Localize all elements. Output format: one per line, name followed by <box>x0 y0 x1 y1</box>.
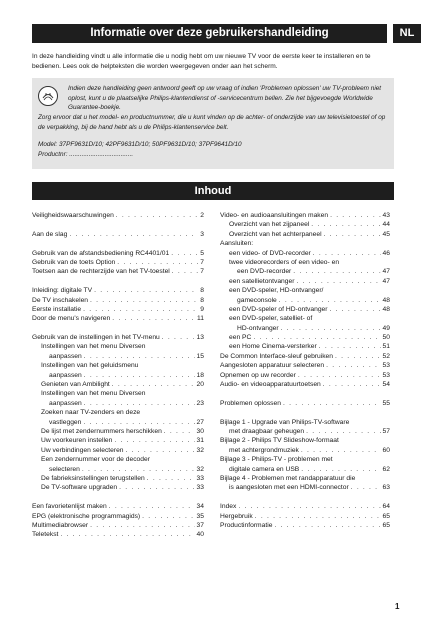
toc-entry <box>32 521 204 530</box>
toc-entry-title: De Common Interface-sleuf gebruiken <box>220 352 333 360</box>
toc-spacer <box>220 389 390 398</box>
toc-dot-leader <box>323 380 381 389</box>
toc-dot-leader <box>281 324 381 333</box>
toc-entry <box>220 483 390 492</box>
toc-dot-leader <box>142 512 194 521</box>
toc-dot-leader <box>112 314 195 323</box>
toc-entry <box>32 465 204 474</box>
toc-entry-title: De TV inschakelen <box>32 296 89 304</box>
toc-entry <box>32 474 204 483</box>
toc-entry-title: met draagbaar geheugen <box>229 427 305 435</box>
toc-left-column <box>32 211 204 540</box>
toc-entry <box>220 314 390 323</box>
toc-dot-leader <box>274 521 380 530</box>
toc-entry <box>220 436 390 445</box>
toc-entry <box>220 380 390 389</box>
toc-entry-title: een video- of DVD-recorder <box>229 249 311 257</box>
toc-dot-leader <box>84 399 195 408</box>
toc-entry-page: 18 <box>196 371 204 379</box>
toc-entry-page: 65 <box>382 512 390 520</box>
info-box <box>32 78 394 169</box>
toc-dot-leader <box>283 399 381 408</box>
toc-entry-page: 48 <box>382 296 390 304</box>
toc-entry <box>220 446 390 455</box>
toc-entry-title: Audio- en videoapparatuurtoetsen <box>220 381 321 389</box>
toc-entry <box>32 502 204 511</box>
toc-entry-page: 43 <box>382 212 390 219</box>
toc-dot-leader <box>90 296 198 305</box>
toc-entry-title: Problemen oplossen <box>220 399 281 407</box>
intro-paragraph: In deze handleiding vindt u alle informatie die u nodig hebt om uw nieuwe TV voor de eerste keer te installeren en te bedienen. Lees ook de helpteksten die worden weergegeven onder aan het scherm. <box>32 53 371 70</box>
toc-entry-page: 33 <box>196 474 204 482</box>
toc-entry-page: 33 <box>196 484 204 492</box>
toc-entry-title: een DVD-speler, satelliet- of <box>229 315 313 323</box>
toc-entry-page: 27 <box>196 418 204 426</box>
toc-entry-page: 11 <box>197 315 204 323</box>
toc-entry-page: 5 <box>200 249 204 257</box>
toc-entry-page: 31 <box>196 437 204 445</box>
service-note: Zorg ervoor dat u het model- en productnummer, die u kunt vinden op de achter- of onderzijde van uw televisietoestel of op de verpakking, bij de hand hebt als u de Philips-klantenservice belt. <box>38 114 386 131</box>
toc-dot-leader <box>296 277 380 286</box>
toc-entry-title: Gebruik van de toets Option <box>32 258 116 266</box>
toc-dot-leader <box>84 352 195 361</box>
toc-entry-page: 23 <box>196 399 204 407</box>
toc-entry <box>32 427 204 436</box>
toc-spacer <box>32 324 204 333</box>
toc-entry-title: Door de menu's navigeren <box>32 315 111 323</box>
toc-entry-title: Bijlage 4 - Problemen met randapparatuur die <box>220 474 356 482</box>
philips-logo-icon <box>38 86 58 106</box>
toc-entry-title: Instellingen van het menu Diversen <box>41 343 146 351</box>
toc-entry-page: 46 <box>382 249 390 257</box>
toc-entry <box>32 249 204 258</box>
toc-dot-leader <box>172 267 198 276</box>
toc-dot-leader <box>82 465 195 474</box>
toc-entry-page: 8 <box>200 296 204 304</box>
toc-entry-title: Uw verbindingen selecteren <box>41 446 124 454</box>
toc-entry <box>32 436 204 445</box>
toc-entry <box>32 483 204 492</box>
toc-dot-leader <box>112 380 195 389</box>
toc-dot-leader <box>279 296 381 305</box>
toc-entry-page: 32 <box>196 446 204 454</box>
toc-entry-title: Bijlage 2 - Philips TV Slideshow-formaat <box>220 437 339 445</box>
toc-entry-page: 15 <box>196 352 204 360</box>
toc-entry <box>220 296 390 305</box>
toc-entry <box>220 521 390 530</box>
toc-entry-title: een Home Cinema-versterker <box>229 343 317 351</box>
toc-entry-title: Productinformatie <box>220 521 273 529</box>
toc-right-column <box>220 211 390 530</box>
toc-entry-title: aanpassen <box>49 399 82 407</box>
toc-dot-leader <box>84 371 195 380</box>
toc-entry <box>32 333 204 342</box>
toc-entry <box>32 530 204 539</box>
toc-entry <box>220 502 390 511</box>
toc-entry <box>32 296 204 305</box>
language-badge: NL <box>393 24 421 43</box>
toc-entry-page: 20 <box>196 381 204 389</box>
toc-dot-leader <box>171 249 198 258</box>
toc-dot-leader <box>83 305 198 314</box>
toc-entry-title: Gebruik van de afstandsbediening RC4401/01 <box>32 249 170 257</box>
toc-dot-leader <box>83 418 194 427</box>
toc-entry-title: Aangesloten apparatuur selecteren <box>220 362 325 370</box>
toc-spacer <box>32 493 204 502</box>
toc-entry-page: 7 <box>200 268 204 276</box>
toc-entry-title: Overzicht van het zijpaneel <box>229 221 310 229</box>
toc-entry <box>220 211 390 220</box>
toc-entry-title: EPG (elektronische programmagids) <box>32 512 141 520</box>
toc-entry <box>32 267 204 276</box>
toc-dot-leader <box>330 211 380 220</box>
toc-entry-page: 47 <box>382 268 390 276</box>
toc-entry-title: een satellietontvanger <box>229 277 295 285</box>
toc-title: Inhoud <box>32 182 394 200</box>
toc-entry <box>32 314 204 323</box>
toc-entry-title: Gebruik van de instellingen in het TV-menu <box>32 334 160 342</box>
toc-spacer <box>32 277 204 286</box>
toc-entry-title: Aansluiten: <box>220 240 254 248</box>
toc-entry <box>220 277 390 286</box>
toc-entry-page: 30 <box>196 427 204 435</box>
toc-dot-leader <box>255 512 381 521</box>
toc-dot-leader <box>306 427 380 436</box>
toc-entry-title: Een favorietenlijst maken <box>32 503 107 511</box>
toc-entry-page: 53 <box>382 362 390 370</box>
toc-entry-title: Instellingen van het geluidsmenu <box>41 362 139 370</box>
toc-entry-page: 51 <box>382 343 390 351</box>
toc-spacer <box>220 493 390 502</box>
toc-entry-title: met achtergrondmuziek <box>229 446 299 454</box>
toc-entry <box>220 249 390 258</box>
toc-entry-page: 54 <box>382 381 390 389</box>
toc-entry-page: 65 <box>382 521 390 529</box>
toc-entry <box>220 220 390 229</box>
toc-dot-leader <box>335 352 381 361</box>
toc-entry <box>220 230 390 239</box>
help-note: Indien deze handleiding geen antwoord geeft op uw vraag of indien 'Problemen oplossen' uw TV-probleem niet oplost, kunt u de plaatselijke Philips-klantendienst of -servicecentrum bellen. Zie het bijgevoegde Worldwide Guarantee-boekje. <box>68 85 382 112</box>
toc-dot-leader <box>60 530 194 539</box>
toc-spacer <box>32 239 204 248</box>
toc-dot-leader <box>94 286 198 295</box>
toc-entry <box>220 258 390 267</box>
toc-entry-title: Video- en audioaansluitingen maken <box>220 212 329 219</box>
toc-entry <box>220 399 390 408</box>
toc-entry <box>32 211 204 220</box>
toc-entry-title: is aangesloten met een HDMI-connector <box>229 484 349 492</box>
toc-entry-page: 32 <box>196 465 204 473</box>
toc-entry <box>32 446 204 455</box>
toc-dot-leader <box>109 502 195 511</box>
toc-dot-leader <box>116 211 198 220</box>
toc-dot-leader <box>351 483 381 492</box>
toc-entry <box>32 258 204 267</box>
toc-entry <box>220 427 390 436</box>
toc-entry-title: Veiligheidswaarschuwingen <box>32 212 114 219</box>
toc-entry <box>32 286 204 295</box>
toc-dot-leader <box>126 446 195 455</box>
toc-entry-title: Index <box>220 503 237 511</box>
toc-entry <box>220 342 390 351</box>
toc-dot-leader <box>253 333 380 342</box>
toc-entry-page: 44 <box>382 221 390 229</box>
toc-dot-leader <box>301 465 380 474</box>
toc-entry <box>32 342 204 351</box>
toc-entry-page: 64 <box>382 503 390 511</box>
toc-entry-title: aanpassen <box>49 371 82 379</box>
toc-dot-leader <box>164 427 195 436</box>
toc-dot-leader <box>147 474 195 483</box>
toc-dot-leader <box>238 502 380 511</box>
toc-dot-leader <box>313 249 381 258</box>
toc-spacer <box>220 408 390 417</box>
toc-dot-leader <box>69 230 198 239</box>
toc-entry <box>32 230 204 239</box>
toc-entry-title: Genieten van Ambilight <box>41 381 110 389</box>
toc-entry-title: vastleggen <box>49 418 82 426</box>
toc-entry-title: Opnemen op uw recorder <box>220 371 296 379</box>
page-header-title: Informatie over deze gebruikershandleiding <box>32 24 387 43</box>
toc-entry <box>220 333 390 342</box>
toc-dot-leader <box>162 333 195 342</box>
toc-entry-title: De TV-software upgraden <box>41 484 118 492</box>
toc-dot-leader <box>90 521 194 530</box>
toc-entry-page: 60 <box>382 446 390 454</box>
toc-entry-page: 48 <box>382 305 390 313</box>
toc-entry <box>220 352 390 361</box>
toc-entry-page: 8 <box>200 287 204 295</box>
toc-entry <box>32 371 204 380</box>
toc-entry <box>32 352 204 361</box>
toc-entry-page: 53 <box>382 371 390 379</box>
toc-entry <box>32 418 204 427</box>
toc-entry <box>32 361 204 370</box>
toc-entry-page: 13 <box>196 334 204 342</box>
toc-entry-title: een DVD-recorder <box>237 268 292 276</box>
model-numbers: Model: 37PF9631D/10; 42PF9631D/10; 50PF9631D/10; 37PF9641D/10 <box>38 141 242 148</box>
toc-dot-leader <box>293 267 380 276</box>
toc-entry-page: 7 <box>200 258 204 266</box>
toc-dot-leader <box>319 342 381 351</box>
toc-entry-title: Een zendernummer voor de decoder <box>41 456 150 464</box>
toc-entry-title: Hergebruik <box>220 512 253 520</box>
toc-dot-leader <box>301 446 381 455</box>
toc-entry-title: Zoeken naar TV-zenders en deze <box>41 409 141 417</box>
toc-entry-page: 2 <box>200 212 204 219</box>
toc-dot-leader <box>330 305 381 314</box>
toc-dot-leader <box>119 483 194 492</box>
toc-entry-title: Uw voorkeuren instellen <box>41 437 113 445</box>
toc-entry-title: selecteren <box>49 465 80 473</box>
page-number: 1 <box>395 602 400 611</box>
toc-entry-title: Teletekst <box>32 531 59 539</box>
toc-entry-page: 45 <box>382 230 390 238</box>
toc-entry-page: 9 <box>200 305 204 313</box>
toc-entry-page: 34 <box>196 503 204 511</box>
toc-entry-title: Bijlage 1 - Upgrade van Philips-TV-software <box>220 418 350 426</box>
toc-entry-page: 55 <box>382 399 390 407</box>
toc-entry <box>32 512 204 521</box>
toc-dot-leader <box>324 230 381 239</box>
toc-entry-title: Aan de slag <box>32 230 68 238</box>
toc-entry <box>32 380 204 389</box>
toc-entry-page: 40 <box>196 531 204 539</box>
toc-dot-leader <box>298 371 381 380</box>
toc-entry <box>32 305 204 314</box>
toc-entry-page: 57 <box>382 427 390 435</box>
toc-dot-leader <box>326 361 380 370</box>
toc-entry-title: Toetsen aan de rechterzijde van het TV-toestel <box>32 268 170 276</box>
toc-entry-page: 49 <box>382 324 390 332</box>
toc-entry <box>220 418 390 427</box>
toc-entry <box>220 465 390 474</box>
toc-dot-leader <box>114 436 194 445</box>
toc-dot-leader <box>117 258 198 267</box>
toc-entry-title: De lijst met zendernummers herschikken <box>41 427 162 435</box>
toc-entry <box>220 512 390 521</box>
toc-entry <box>220 239 390 248</box>
toc-entry-page: 50 <box>382 334 390 342</box>
toc-entry <box>32 399 204 408</box>
toc-entry-page: 52 <box>382 352 390 360</box>
toc-entry-page: 37 <box>196 521 204 529</box>
toc-dot-leader <box>311 220 380 229</box>
toc-entry <box>220 324 390 333</box>
toc-entry-title: Inleiding: digitale TV <box>32 287 93 295</box>
toc-entry <box>220 305 390 314</box>
toc-entry-title: gameconsole <box>237 296 277 304</box>
toc-entry <box>220 267 390 276</box>
toc-entry <box>32 455 204 464</box>
toc-entry-title: een DVD-speler, HD-ontvanger/ <box>229 287 324 295</box>
toc-entry-title: een DVD-speler of HD-ontvanger <box>229 305 328 313</box>
toc-entry-title: digitale camera en USB <box>229 465 300 473</box>
toc-entry <box>220 286 390 295</box>
toc-entry-page: 62 <box>382 465 390 473</box>
toc-entry-title: twee videorecorders of een video- en <box>229 258 340 266</box>
toc-entry-title: Bijlage 3 - Philips-TV - problemen met <box>220 456 333 464</box>
product-number-field: Productnr: .................................... <box>38 151 134 158</box>
toc-entry <box>220 361 390 370</box>
toc-entry-title: een PC <box>229 334 252 342</box>
toc-entry-page: 63 <box>382 484 390 492</box>
toc-spacer <box>32 220 204 229</box>
toc-entry <box>220 474 390 483</box>
toc-entry-title: Eerste installatie <box>32 305 82 313</box>
toc-entry-title: HD-ontvanger <box>237 324 279 332</box>
toc-entry <box>220 455 390 464</box>
toc-entry-title: Overzicht van het achterpaneel <box>229 230 322 238</box>
toc-entry <box>220 371 390 380</box>
toc-entry-title: aanpassen <box>49 352 82 360</box>
toc-entry-page: 47 <box>382 277 390 285</box>
toc-entry-page: 35 <box>196 512 204 520</box>
toc-entry-title: Multimediabrowser <box>32 521 89 529</box>
toc-entry-title: Instellingen van het menu Diversen <box>41 390 146 398</box>
toc-entry-page: 3 <box>200 230 204 238</box>
toc-entry <box>32 389 204 398</box>
toc-entry <box>32 408 204 417</box>
toc-entry-title: De fabrieksinstellingen terugstellen <box>41 474 145 482</box>
